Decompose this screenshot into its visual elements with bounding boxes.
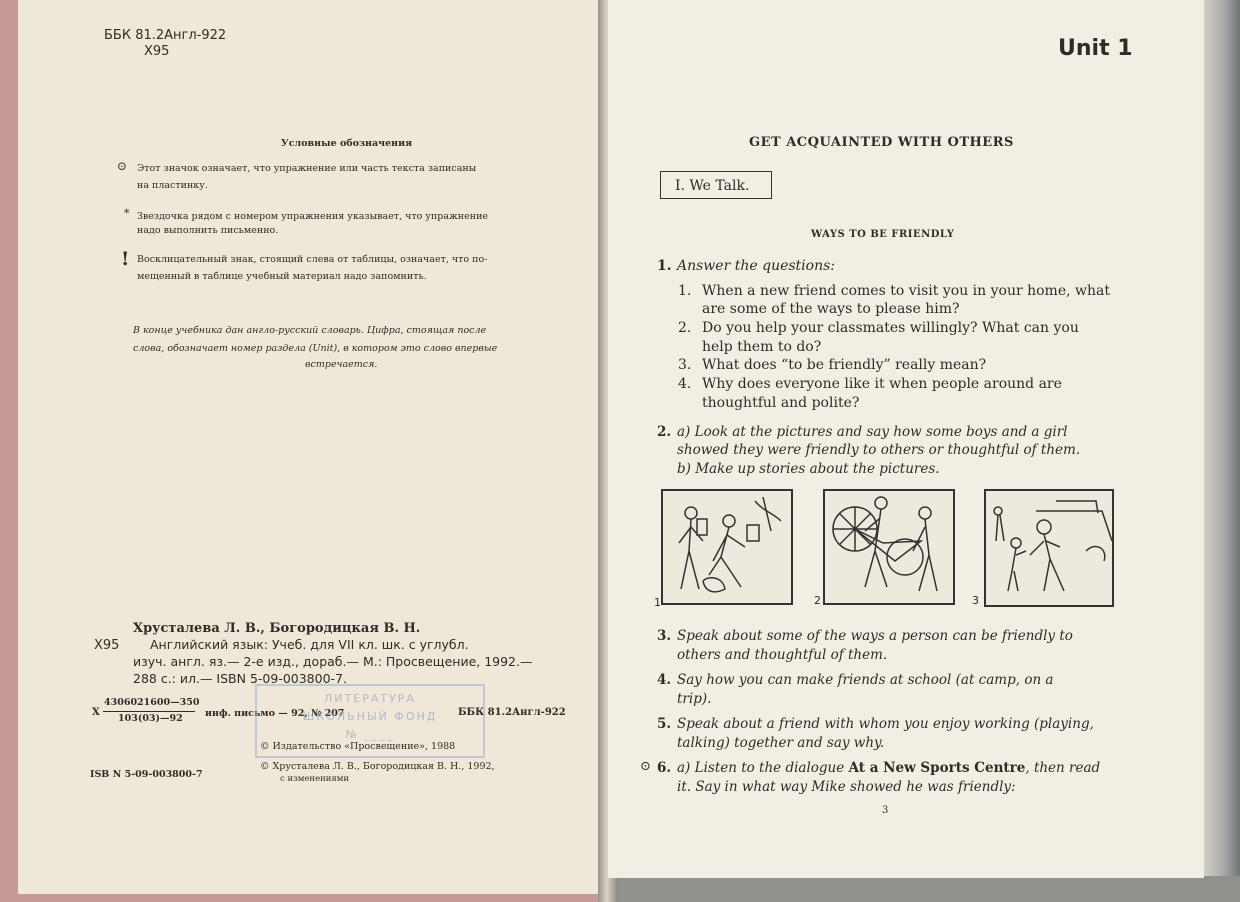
exercise-text: Say how you can make friends at school (at camp, on a — [677, 672, 1054, 688]
library-stamp — [255, 684, 485, 758]
question-number: 4. — [678, 376, 692, 392]
exercise-text-part: a) Listen to the dialogue — [677, 760, 849, 776]
legend-text: Этот значок означает, что упражнение или часть текста записаны — [137, 163, 477, 174]
exercise-text: it. Say in what way Mike showed he was friendly: — [677, 779, 1016, 795]
stamp-text: № ____ — [345, 728, 395, 741]
section-box — [660, 171, 772, 199]
exercise-text: talking) together and say why. — [677, 735, 885, 751]
chapter-heading: GET ACQUAINTED WITH OTHERS — [749, 135, 1014, 150]
formula-prefix: Х — [92, 707, 100, 718]
picture-label: 2 — [814, 594, 821, 607]
picture-label: 3 — [972, 594, 979, 607]
formula-numerator: 4306021600—350 — [104, 697, 200, 708]
question-number: 3. — [678, 357, 692, 373]
left-page — [18, 0, 600, 894]
dictionary-note: слова, обозначает номер раздела (Unit), в котором это слово впервые — [133, 343, 498, 354]
exercise-number: 1. — [657, 258, 672, 274]
picture-label: 1 — [654, 596, 661, 609]
illustration-girl-helping-child — [986, 491, 1112, 605]
asterisk-icon: * — [124, 207, 130, 220]
question-text: Why does everyone like it when people around are — [702, 376, 1062, 392]
catalog-line: Английский язык: Учеб. для VII кл. шк. с углубл. — [150, 637, 469, 652]
catalog-line: 288 с.: ил.— ISBN 5-09-003800-7. — [133, 671, 347, 686]
illustration-bicycle-repair — [825, 491, 953, 603]
exercise-text: showed they were friendly to others or thoughtful of them. — [677, 442, 1081, 458]
exercise-text: Speak about some of the ways a person can be friendly to — [677, 628, 1073, 644]
legend-title: Условные обозначения — [281, 138, 413, 149]
exercise-number: 5. — [657, 716, 672, 732]
copyright-authors: © Хрусталева Л. В., Богородицкая В. Н., 1992, — [260, 761, 495, 772]
question-number: 1. — [678, 283, 692, 299]
question-text: help them to do? — [702, 339, 822, 355]
exercise-text — [677, 762, 1100, 776]
stamp-text: ЛИТЕРАТУРА — [324, 692, 416, 705]
legend-text: Звездочка рядом с номером упражнения указывает, что упражнение — [137, 211, 489, 222]
bbk-code: ББК 81.2Англ-922 — [104, 28, 227, 43]
page-number: 3 — [882, 805, 889, 816]
illustration-boys-helping — [663, 491, 791, 603]
legend-text: надо выполнить письменно. — [137, 225, 279, 236]
isbn: ISB N 5-09-003800-7 — [90, 769, 203, 780]
bbk-index: Х95 — [144, 44, 170, 59]
illustration-picture — [823, 489, 955, 605]
section-label: I. We Talk. — [675, 178, 750, 194]
exercise-instruction: Answer the questions: — [677, 258, 835, 274]
question-text: thoughtful and polite? — [702, 395, 860, 411]
exercise-text: trip). — [677, 691, 712, 707]
copyright-note: с изменениями — [280, 774, 350, 784]
formula-suffix: инф. письмо — 92, № 207 — [205, 708, 345, 719]
formula-line — [103, 711, 195, 712]
question-number: 2. — [678, 320, 692, 336]
illustration-picture — [984, 489, 1114, 607]
illustration-picture — [661, 489, 793, 605]
disc-icon: ⊙ — [117, 159, 128, 173]
disc-icon: ⊙ — [640, 759, 651, 774]
stamp-text: ШКОЛЬНЫЙ ФОНД — [302, 710, 438, 723]
exercise-text: b) Make up stories about the pictures. — [677, 461, 940, 477]
question-text: are some of the ways to please him? — [702, 301, 960, 317]
question-text: Do you help your classmates willingly? What can you — [702, 320, 1079, 336]
exercise-number: 4. — [657, 672, 672, 688]
dialogue-title: At a New Sports Centre — [848, 760, 1026, 776]
exclamation-icon: ! — [121, 248, 130, 270]
catalog-authors: Хрусталева Л. В., Богородицкая В. Н. — [133, 621, 421, 636]
catalog-index: Х95 — [94, 638, 120, 653]
bbk-right: ББК 81.2Англ-922 — [458, 707, 566, 718]
exercise-text-part: , then read — [1025, 760, 1101, 776]
exercise-text: others and thoughtful of them. — [677, 647, 888, 663]
exercise-text: Speak about a friend with whom you enjoy working (playing, — [677, 716, 1094, 732]
book-edge-right — [1200, 0, 1240, 902]
copyright-publisher: © Издательство «Просвещение», 1988 — [260, 741, 456, 752]
legend-text: Восклицательный знак, стоящий слева от таблицы, означает, что по- — [137, 254, 488, 265]
question-text: When a new friend comes to visit you in your home, what — [702, 283, 1110, 299]
exercise-number: 3. — [657, 628, 672, 644]
unit-title: Unit 1 — [1058, 36, 1133, 61]
question-text: What does “to be friendly” really mean? — [702, 357, 987, 373]
formula-denominator: 103(03)—92 — [118, 713, 183, 724]
legend-text: мещенный в таблице учебный материал надо запомнить. — [137, 271, 427, 282]
subheading: WAYS TO BE FRIENDLY — [811, 229, 955, 240]
exercise-number: 2. — [657, 424, 672, 440]
exercise-number: 6. — [657, 760, 672, 776]
dictionary-note: встречается. — [305, 359, 378, 370]
legend-text: на пластинку. — [137, 180, 208, 191]
catalog-line: изуч. англ. яз.— 2-е изд., дораб.— М.: Просвещение, 1992.— — [133, 654, 533, 669]
dictionary-note: В конце учебника дан англо-русский словарь. Цифра, стоящая после — [133, 325, 487, 336]
exercise-text: a) Look at the pictures and say how some boys and a girl — [677, 424, 1068, 440]
book-bottom-edge — [600, 876, 1240, 902]
